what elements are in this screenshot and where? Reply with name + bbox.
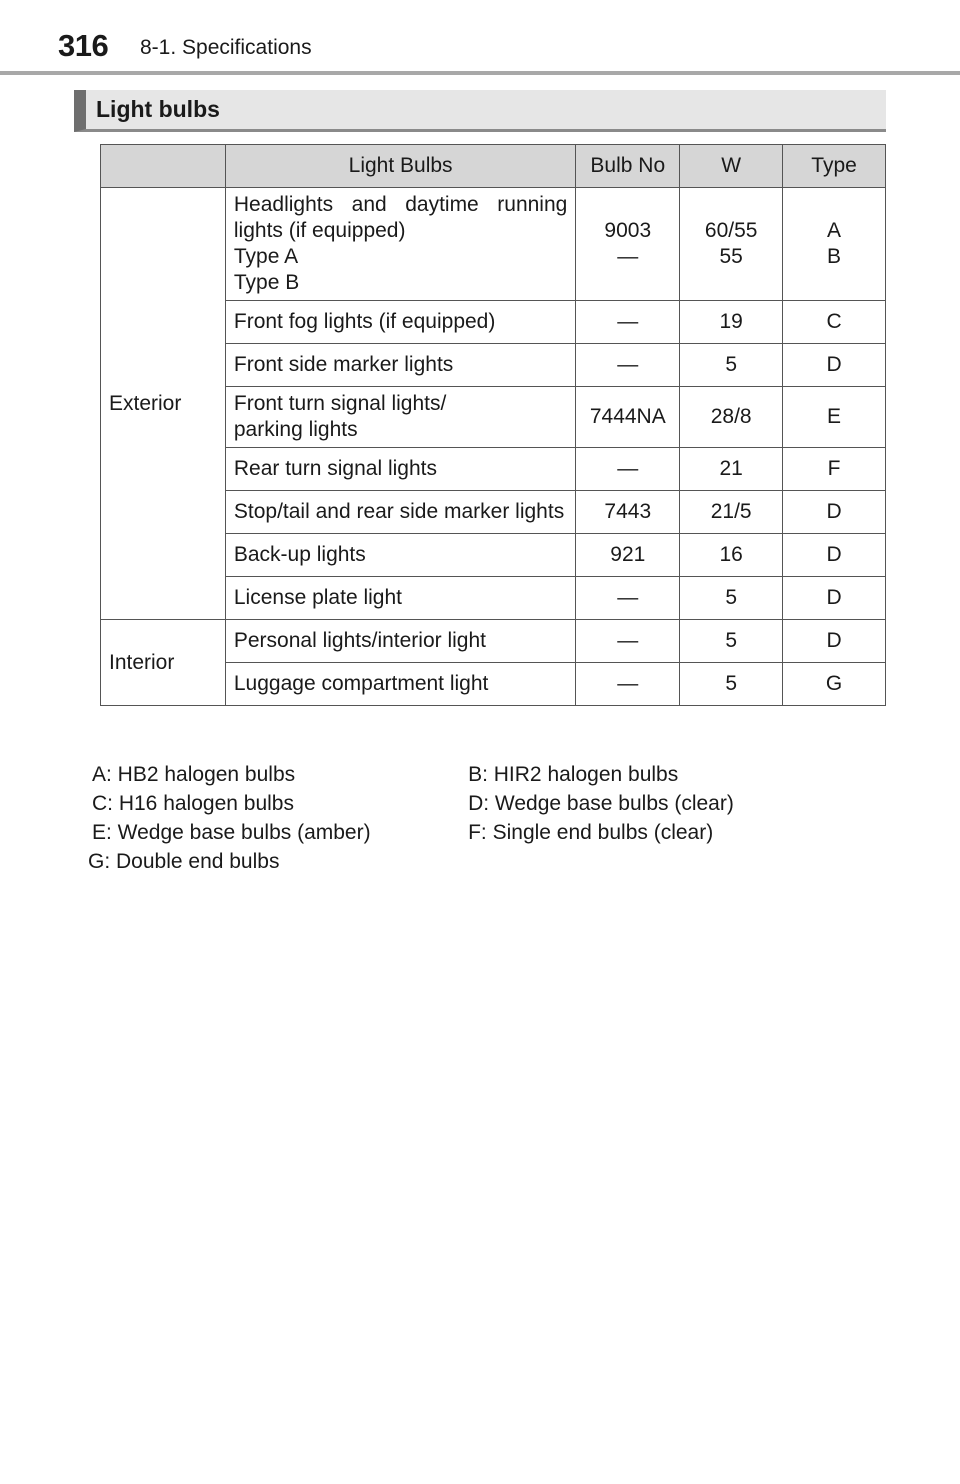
legend-item-c: C: H16 halogen bulbs — [92, 792, 294, 815]
bulb-no-cell: 7444NA — [576, 387, 680, 448]
w-cell: 5 — [680, 344, 783, 387]
w-cell: 28/8 — [680, 387, 783, 448]
headlights-type-b-w: 55 — [719, 245, 743, 268]
column-header-bulb-no: Bulb No — [576, 145, 680, 188]
type-cell: D — [783, 534, 886, 577]
page-header — [0, 0, 960, 76]
bulb-no-cell: — — [576, 620, 680, 663]
light-cell: Luggage compartment light — [225, 663, 575, 706]
w-cell: 19 — [680, 301, 783, 344]
w-cell: 5 — [680, 663, 783, 706]
light-bulbs-table — [100, 144, 886, 706]
w-cell: 5 — [680, 577, 783, 620]
w-cell: 16 — [680, 534, 783, 577]
column-header-type: Type — [783, 145, 886, 188]
legend-row — [88, 818, 848, 847]
bulb-no-cell — [576, 188, 680, 301]
legend-row — [88, 847, 848, 876]
type-cell: C — [783, 301, 886, 344]
bulb-type-legend — [88, 760, 848, 876]
legend-item-b: B: HIR2 halogen bulbs — [468, 763, 679, 786]
light-cell: Front fog lights (if equipped) — [225, 301, 575, 344]
legend-row — [88, 789, 848, 818]
type-cell: D — [783, 491, 886, 534]
light-cell: Front side marker lights — [225, 344, 575, 387]
bulb-no-cell: — — [576, 448, 680, 491]
light-cell: Rear turn signal lights — [225, 448, 575, 491]
legend-item-f: F: Single end bulbs (clear) — [468, 821, 714, 844]
section-title: Light bulbs — [96, 96, 220, 122]
table-row — [101, 620, 886, 663]
legend-item-e: E: Wedge base bulbs (amber) — [92, 821, 371, 844]
bulb-no-cell: — — [576, 301, 680, 344]
light-cell: Front turn signal lights/ parking lights — [225, 387, 575, 448]
section-title-bar — [74, 90, 886, 132]
w-cell: 21/5 — [680, 491, 783, 534]
w-cell: 21 — [680, 448, 783, 491]
column-header-w: W — [680, 145, 783, 188]
chapter-title: 8-1. Specifications — [140, 36, 312, 59]
group-cell-interior: Interior — [101, 620, 226, 706]
type-cell: D — [783, 577, 886, 620]
light-cell: Stop/tail and rear side marker lights — [225, 491, 575, 534]
page-number: 316 — [58, 28, 109, 63]
bulb-no-cell: — — [576, 344, 680, 387]
column-header-light-bulbs: Light Bulbs — [225, 145, 575, 188]
w-cell — [680, 188, 783, 301]
type-cell: G — [783, 663, 886, 706]
light-cell: License plate light — [225, 577, 575, 620]
legend-item-g: G: Double end bulbs — [88, 850, 280, 873]
headlights-type-a-bulb-no: 9003 — [604, 219, 652, 242]
type-cell — [783, 188, 886, 301]
headlights-type-a-type: A — [827, 219, 842, 242]
legend-item-a: A: HB2 halogen bulbs — [92, 763, 296, 786]
header-rule — [0, 71, 960, 75]
type-cell: F — [783, 448, 886, 491]
bulb-no-cell: 7443 — [576, 491, 680, 534]
bulb-no-cell: — — [576, 663, 680, 706]
bulb-no-cell: — — [576, 577, 680, 620]
headlights-type-a-label: Type A — [233, 245, 299, 268]
legend-row — [88, 760, 848, 789]
light-cell: Back-up lights — [225, 534, 575, 577]
type-cell: D — [783, 344, 886, 387]
headlights-type-b-type: B — [827, 245, 842, 268]
type-cell: E — [783, 387, 886, 448]
bulb-no-cell: 921 — [576, 534, 680, 577]
table-header-row — [101, 145, 886, 188]
group-cell-exterior: Exterior — [101, 188, 226, 620]
w-cell: 5 — [680, 620, 783, 663]
headlights-type-b-bulb-no: — — [617, 245, 639, 268]
headlights-type-b-label: Type B — [233, 271, 300, 294]
type-cell: D — [783, 620, 886, 663]
light-cell — [225, 188, 575, 301]
legend-item-d: D: Wedge base bulbs (clear) — [468, 792, 734, 815]
table-row — [101, 188, 886, 301]
light-cell: Personal lights/interior light — [225, 620, 575, 663]
headlights-name: Headlights and daytime running lights (if equipped) — [233, 193, 568, 242]
column-header-group — [101, 145, 226, 188]
headlights-type-a-w: 60/55 — [704, 219, 758, 242]
